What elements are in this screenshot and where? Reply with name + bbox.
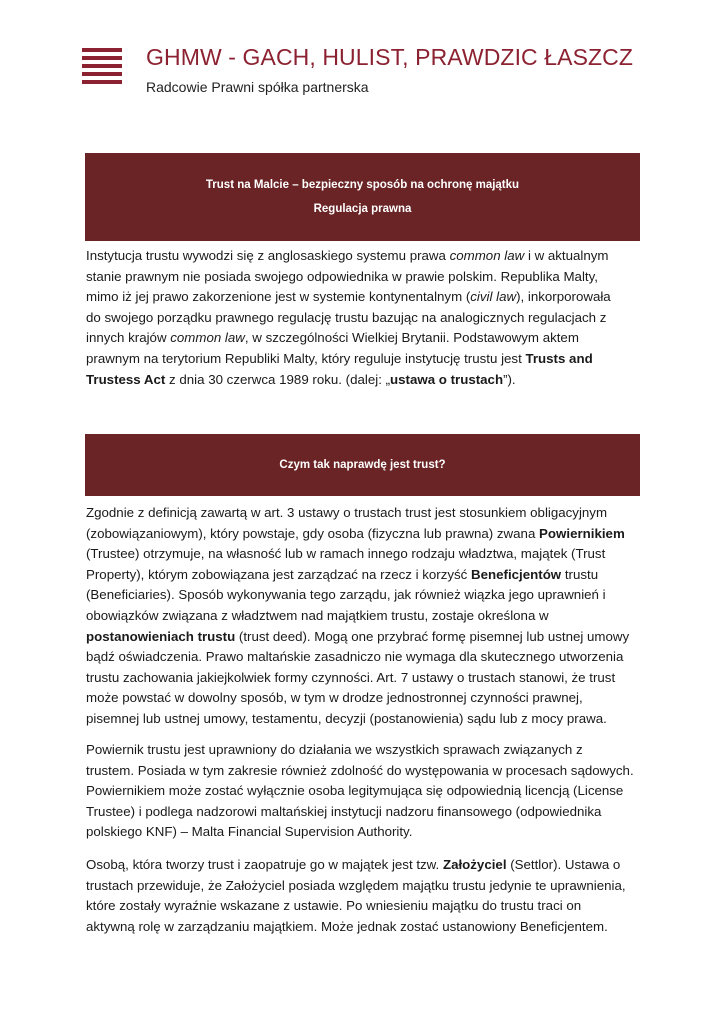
text-line — [86, 740, 642, 761]
text-segment: (zobowiązaniowym), który powstaje, gdy osoba (fizyczna lub prawna) zwana — [86, 525, 540, 541]
paragraph-intro — [86, 246, 642, 390]
text-segment: (Trustee) otrzymuje, na własność lub w ramach innego rodzaju władztwa, majątek (Trust — [86, 546, 606, 562]
text-segment: obowiązków związana z władztwem nad majątkiem trustu, zostaje określona w — [86, 607, 549, 623]
text-line — [86, 802, 642, 823]
text-segment: pisemnej lub ustnej umowy, testamentu, decyzji (postanowienia) sądu lub z mocy prawa. — [86, 710, 607, 726]
banner-title: Czym tak naprawdę jest trust? — [279, 459, 446, 471]
text-segment: aktywną rolę w zarządzaniu majątkiem. Może jednak zostać ustanowiony Beneficjentem. — [86, 918, 608, 934]
text-line — [86, 524, 642, 545]
text-segment: trustach przewiduje, że Założyciel posiada względem majątku trustu jedynie te uprawnienia, — [86, 877, 626, 893]
italic-text: common law — [170, 330, 245, 346]
text-segment: Instytucja trustu wywodzi się z anglosaskiego systemu prawa — [86, 248, 450, 263]
text-line — [86, 544, 642, 565]
text-line — [86, 287, 642, 308]
text-line — [86, 606, 642, 627]
text-segment: ), inkorporowała — [516, 289, 611, 305]
bold-text: Trustess Act — [86, 371, 166, 387]
paragraph-trustee — [86, 740, 642, 843]
text-segment: Property), którym zobowiązana jest zarządzać na rzecz i korzyść — [86, 566, 472, 582]
firm-name: GHMW - GACH, HULIST, PRAWDZIC ŁASZCZ — [146, 44, 634, 70]
text-segment: Powiernikiem może zostać wyłącznie osoba legitymująca się odpowiednią licencją (License — [86, 783, 624, 799]
text-line — [86, 855, 642, 876]
text-line — [86, 822, 642, 843]
firm-subtitle: Radcowie Prawni spółka partnerska — [146, 79, 369, 95]
text-line — [86, 349, 642, 370]
italic-text: common law — [449, 248, 525, 263]
text-segment: stanie prawnym nie posiada swojego odpowiednika w prawie polskim. Republika Malty, — [86, 268, 598, 284]
text-line — [86, 876, 642, 897]
text-segment: innych krajów — [86, 330, 171, 346]
text-line — [86, 565, 642, 586]
text-segment: Powiernik trustu jest uprawniony do działania we wszystkich sprawach związanych z — [86, 742, 583, 757]
text-segment: (Settlor). Ustawa o — [506, 857, 621, 872]
text-line — [86, 308, 642, 329]
section-banner-regulation — [85, 153, 640, 241]
section-banner-what-is-trust — [85, 434, 640, 496]
text-segment: trustu zachowania jakiejkolwiek formy czynności. Art. 7 ustawy o trustach stanowi, że trust — [86, 669, 616, 685]
text-line — [86, 688, 642, 709]
text-line — [86, 503, 642, 524]
text-line — [86, 267, 642, 288]
text-line — [86, 668, 642, 689]
text-segment: Trustee) i podlega nadzorowi maltańskiej instytucji nadzoru finansowego (odpowiednika — [86, 803, 602, 819]
text-line — [86, 627, 642, 648]
text-line — [86, 647, 642, 668]
paragraph-settlor — [86, 855, 642, 937]
italic-text: civil law — [470, 289, 517, 305]
text-segment: ”). — [503, 371, 516, 387]
text-line — [86, 917, 642, 938]
text-segment: trustem. Posiada w tym zakresie również zdolność do występowania w procesach sądowych. — [86, 762, 634, 778]
text-line — [86, 896, 642, 917]
banner-title: Trust na Malcie – bezpieczny sposób na ochronę majątku — [205, 179, 520, 191]
text-segment: Osobą, która tworzy trust i zaopatruje go w majątek jest tzw. — [86, 857, 443, 872]
text-segment: , w szczególności Wielkiej Brytanii. Podstawowym aktem — [244, 330, 579, 346]
bold-text: postanowieniach trustu — [86, 628, 236, 644]
text-line — [86, 781, 642, 802]
bold-text: Trusts and — [525, 350, 593, 366]
text-segment: Zgodnie z definicją zawartą w art. 3 ustawy o trustach trust jest stosunkiem obligacyjnym — [86, 505, 608, 520]
text-line — [86, 585, 642, 606]
paragraph-definition — [86, 503, 642, 730]
text-line — [86, 246, 642, 267]
text-line — [86, 328, 642, 349]
bold-text: ustawa o trustach — [390, 371, 504, 387]
striped-bars-logo-icon — [82, 48, 122, 88]
text-segment: z dnia 30 czerwca 1989 roku. (dalej: „ — [165, 371, 391, 387]
text-segment: trustu — [561, 566, 599, 582]
text-segment: polskiego KNF) – Malta Financial Supervision Authority. — [86, 824, 413, 840]
text-line — [86, 370, 642, 391]
text-segment: i w aktualnym — [524, 248, 609, 263]
text-segment: (trust deed). Mogą one przybrać formę pisemnej lub ustnej umowy — [235, 628, 630, 644]
banner-subtitle: Regulacja prawna — [313, 203, 412, 215]
bold-text: Powiernikiem — [539, 525, 625, 541]
text-line — [86, 709, 642, 730]
bold-text: Beneficjentów — [471, 566, 562, 582]
text-segment: które zostały wyraźnie wskazane z ustawie. Po wniesieniu majątku do trustu traci on — [86, 898, 582, 914]
text-segment: bądź oświadczenia. Prawo maltańskie zasadniczo nie wymaga dla skutecznego utworzenia — [86, 649, 624, 665]
text-segment: może powstać w dowolny sposób, w tym w drodze jednostronnej czynności prawnej, — [86, 690, 583, 706]
bold-text: Założyciel — [442, 857, 507, 872]
text-segment: mimo iż jej prawo zakorzenione jest w systemie kontynentalnym ( — [86, 289, 471, 305]
text-segment: (Beneficiaries). Sposób wykonywania tego zarządu, jak również wiązka jego uprawnień i — [86, 587, 606, 603]
text-segment: do swojego porządku prawnego regulację trustu bazując na analogicznych regulacjach z — [86, 309, 607, 325]
text-segment: prawnym na terytorium Republiki Malty, który reguluje instytucję trustu jest — [86, 350, 526, 366]
text-line — [86, 761, 642, 782]
